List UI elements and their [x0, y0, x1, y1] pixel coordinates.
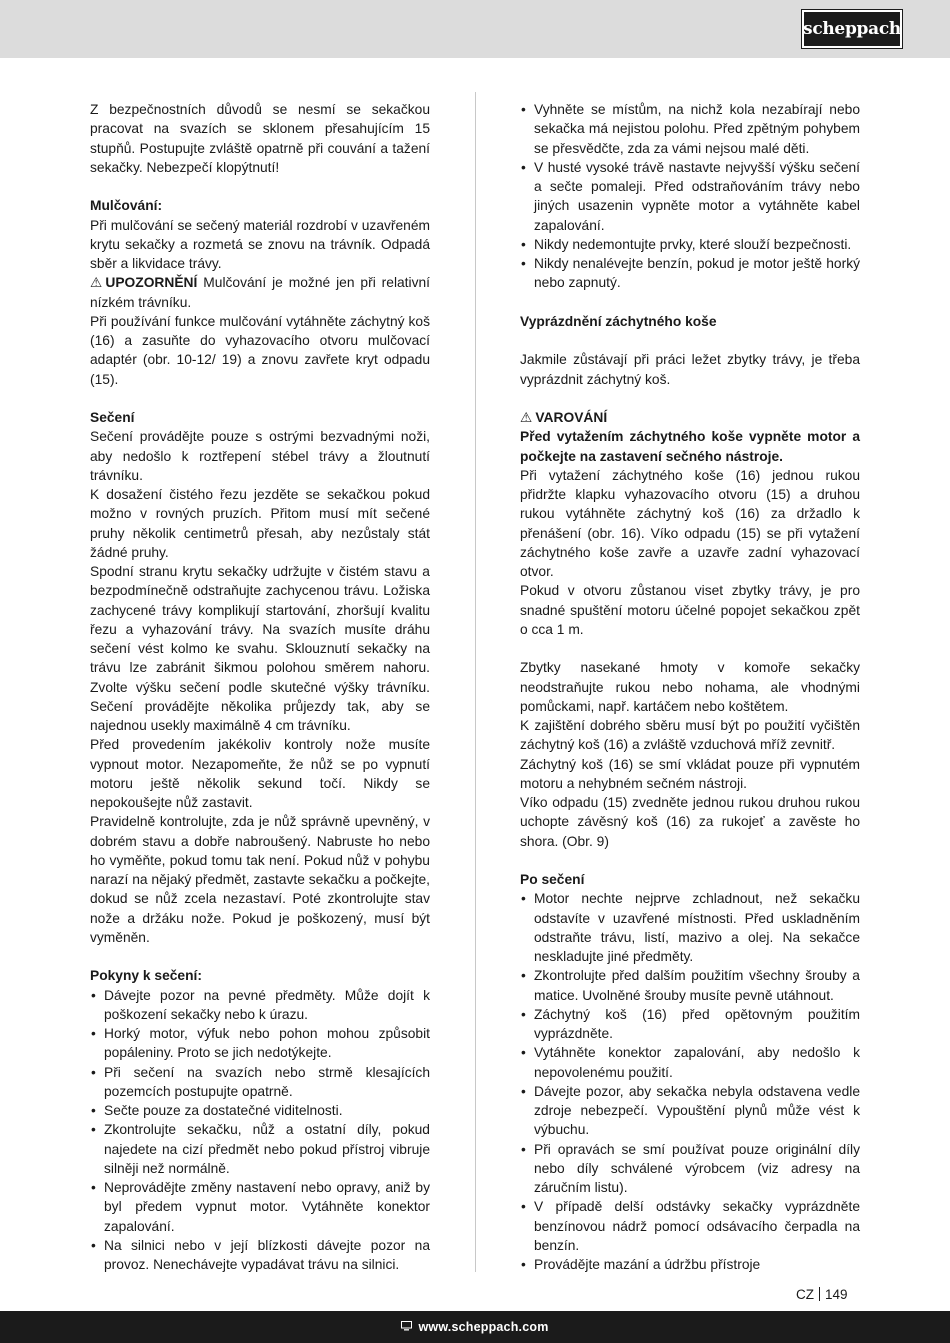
- warning-text: Před vytažením záchytného koše vypněte motor a počkejte na zastavení sečného nástroje.: [520, 429, 860, 464]
- empty-paragraph: Pokud v otvoru zůstanou viset zbytky trávy, je pro snadné spuštění motoru účelné popojet sekačkou zpět o cca 1 m.: [520, 583, 860, 637]
- list-item: • Neprovádějte změny nastavení nebo opravy, aniž by byl předem vypnut motor. Vytáhněte konektor zapalování.: [90, 1178, 430, 1236]
- cut-paragraph: K dosažení čistého řezu jezděte se sekačkou pokud možno v rovných pruzích. Přitom musí mít sečené pruhy několik centimetrů přesah, aby nezůstaly stát žádné pruhy.: [90, 487, 430, 560]
- empty-paragraph: Záchytný koš (16) se smí vkládat pouze při vypnutém motoru a nehybném sečném nástroji.: [520, 756, 860, 791]
- brand-logo: [802, 10, 902, 48]
- list-item: • Dávejte pozor na pevné předměty. Může dojít k poškození sekačky nebo k úrazu.: [90, 986, 430, 1025]
- list-item: • Zkontrolujte sekačku, nůž a ostatní díly, pokud najedete na cizí předmět nebo pokud přístroj vibruje silněji než normálně.: [90, 1120, 430, 1178]
- tips-heading: Pokyny k sečení:: [90, 968, 202, 984]
- empty-paragraph: Víko odpadu (15) zvedněte jednou rukou druhou rukou uchopte závěsný koš (16) za rukojeť a zavěste ho shora. (Obr. 9): [520, 795, 860, 849]
- list-item: • Dávejte pozor, aby sekačka nebyla odstavena vedle zdroje nebezpečí. Vypouštění plynů může vést k výbuchu.: [520, 1082, 860, 1140]
- empty-basket-heading: Vyprázdnění záchytného koše: [520, 313, 717, 329]
- page-number: [796, 1287, 848, 1302]
- after-cutting-heading: Po sečení: [520, 872, 585, 887]
- warning-icon: ⚠: [520, 410, 533, 425]
- warning-label: VAROVÁNÍ: [535, 410, 608, 425]
- page-separator: [819, 1287, 820, 1301]
- mulch-paragraph: Při používání funkce mulčování vytáhněte záchytný koš (16) a zasuňte do vyhazovacího otvoru mulčovací adaptér (obr. 10-12/ 19) a znovu zavřete kryt odpadu (15).: [90, 313, 430, 387]
- list-item: • Na silnici nebo v její blízkosti dávejte pozor na provoz. Nenechávejte vypadávat trávu na silnici.: [90, 1236, 430, 1275]
- cut-paragraph: Před provedením jakékoliv kontroly nože musíte vypnout motor. Nezapomeňte, že nůž se po vypnutí motoru ještě několik sekund točí. Nikdy se nepokoušejte nůž zastavit.: [90, 737, 430, 810]
- cut-paragraph: Sečení provádějte pouze s ostrými bezvadnými noži, aby nedošlo k roztřepení stébel trávy a žloutnutí trávníku.: [90, 429, 430, 483]
- language-code: CZ: [796, 1287, 814, 1302]
- logo-text: scheppach: [803, 19, 901, 39]
- cut-paragraph: Pravidelně kontrolujte, zda je nůž správně upevněný, v dobrém stavu a dobře nabroušený. Nabruste ho nebo ho vyměňte, pokud tomu tak není. Pokud nůž v pohybu narazí na nějaký předmět, zastavte sekačku a počkejte, dokud se nůž zcela nezastaví. Poté zkontrolujte stav nože a držáku nože. Pokud je poškozený, musí být vyměněn.: [90, 814, 430, 945]
- footer-url[interactable]: www.scheppach.com: [418, 1320, 549, 1334]
- mulch-warning: [90, 273, 430, 312]
- list-item: • Záchytný koš (16) před opětovným použitím vyprázdněte.: [520, 1005, 860, 1044]
- list-item: • Při sečení na svazích nebo strmě klesajících pozemcích postupujte opatrně.: [90, 1063, 430, 1102]
- list-item: • Provádějte mazání a údržbu přístroje: [520, 1255, 860, 1274]
- warning-icon: ⚠: [90, 275, 103, 291]
- list-item: • Zkontrolujte před dalším použitím všechny šrouby a matice. Uvolněné šrouby musíte pevně utáhnout.: [520, 966, 860, 1005]
- mulch-heading: Mulčování:: [90, 198, 163, 214]
- cut-paragraph: Spodní stranu krytu sekačky udržujte v čistém stavu a bezpodmínečně odstraňujte zachycenou trávu. Ložiska zachycené trávy komplikují startování, zhoršují kvalitu řezu a vyhazování trávy. Na svazích musíte dráhu sečení vést kolmo ke svahu. Sklouznutí sekačky na trávu lze zabránit šikmou polohou směrem nahoru. Zvolte výšku sečení podle skutečné výšky trávníku. Sečení provádějte několika průjezdy tak, aby se najednou usekly maximálně 4 cm trávníku.: [90, 564, 430, 733]
- empty-paragraph: Zbytky nasekané hmoty v komoře sekačky neodstraňujte rukou nebo nohama, ale vhodnými pomůckami, např. kartáčem nebo koštětem.: [520, 660, 860, 714]
- list-item: • Nikdy nedemontujte prvky, které slouží bezpečnosti.: [520, 235, 860, 254]
- tips-list-continued: [520, 100, 860, 293]
- list-item: • V husté vysoké trávě nastavte nejvyšší výšku sečení a sečte pomaleji. Před odstraňováním trávy nebo jiných usazenin vypněte motor a vytáhněte kabel zapalování.: [520, 158, 860, 235]
- left-column: [90, 100, 430, 1274]
- warning-text: Mulčování je možné jen při relativní nízkém trávníku.: [90, 275, 430, 310]
- list-item: • Horký motor, výfuk nebo pohon mohou způsobit popáleniny. Proto se jich nedotýkejte.: [90, 1024, 430, 1063]
- list-item: • Sečte pouze za dostatečné viditelnosti.: [90, 1101, 430, 1120]
- page-number-value: 149: [825, 1287, 848, 1302]
- warning-label: UPOZORNĚNÍ: [105, 275, 198, 291]
- empty-paragraph: Jakmile zůstávají při práci ležet zbytky trávy, je třeba vyprázdnit záchytný koš.: [520, 352, 860, 387]
- list-item: • Vyhněte se místům, na nichž kola nezabírají nebo sekačka má nejistou polohu. Před zpětným pohybem se přesvědčte, zda za vámi nejsou malé děti.: [520, 100, 860, 158]
- column-divider: [475, 92, 476, 1272]
- list-item: • Nikdy nenalévejte benzín, pokud je motor ještě horký nebo zapnutý.: [520, 254, 860, 293]
- list-item: • Vytáhněte konektor zapalování, aby nedošlo k nepovolenému použití.: [520, 1043, 860, 1082]
- header-bar: [0, 0, 950, 58]
- cut-heading: Sečení: [90, 410, 135, 425]
- monitor-icon: [401, 1320, 412, 1334]
- warning-heading: [520, 408, 860, 427]
- list-item: • Motor nechte nejprve zchladnout, než sekačku odstavíte v uzavřené místnosti. Před uskladněním odstraňte trávu, listí, mazivo a olej. Na sekačce neskladujte jiné předměty.: [520, 889, 860, 966]
- list-item: • V případě delší odstávky sekačky vyprázdněte benzínovou nádrž pomocí odsávacího čerpadla na benzín.: [520, 1197, 860, 1255]
- after-cutting-list: [520, 889, 860, 1274]
- right-column: [520, 100, 860, 1274]
- tips-list: [90, 986, 430, 1275]
- empty-paragraph: Při vytažení záchytného koše (16) jednou rukou přidržte klapku vyhazovacího otvoru (15) a druhou rukou vytáhněte záchytný koš (16) za držadlo k přenášení (obr. 16). Víko odpadu (15) se při vytažení záchytného koše zavře a uzavře zadní vyhazovací otvor.: [520, 467, 860, 579]
- list-item: • Při opravách se smí používat pouze originální díly nebo díly schválené výrobcem (viz adresy na záručním listu).: [520, 1140, 860, 1198]
- footer-bar: [0, 1311, 950, 1343]
- intro-paragraph: Z bezpečnostních důvodů se nesmí se sekačkou pracovat na svazích se sklonem přesahujícím 15 stupňů. Postupujte zvláště opatrně při couvání a tažení sekačky. Nebezpečí klopýtnutí!: [90, 102, 430, 175]
- empty-paragraph: K zajištění dobrého sběru musí být po použití vyčištěn záchytný koš (16) a zvláště vzduchová mříž zevnitř.: [520, 718, 860, 753]
- mulch-paragraph: Při mulčování se sečený materiál rozdrobí v uzavřeném krytu sekačky a rozmetá se znovu na trávník. Odpadá sběr a likvidace trávy.: [90, 217, 430, 271]
